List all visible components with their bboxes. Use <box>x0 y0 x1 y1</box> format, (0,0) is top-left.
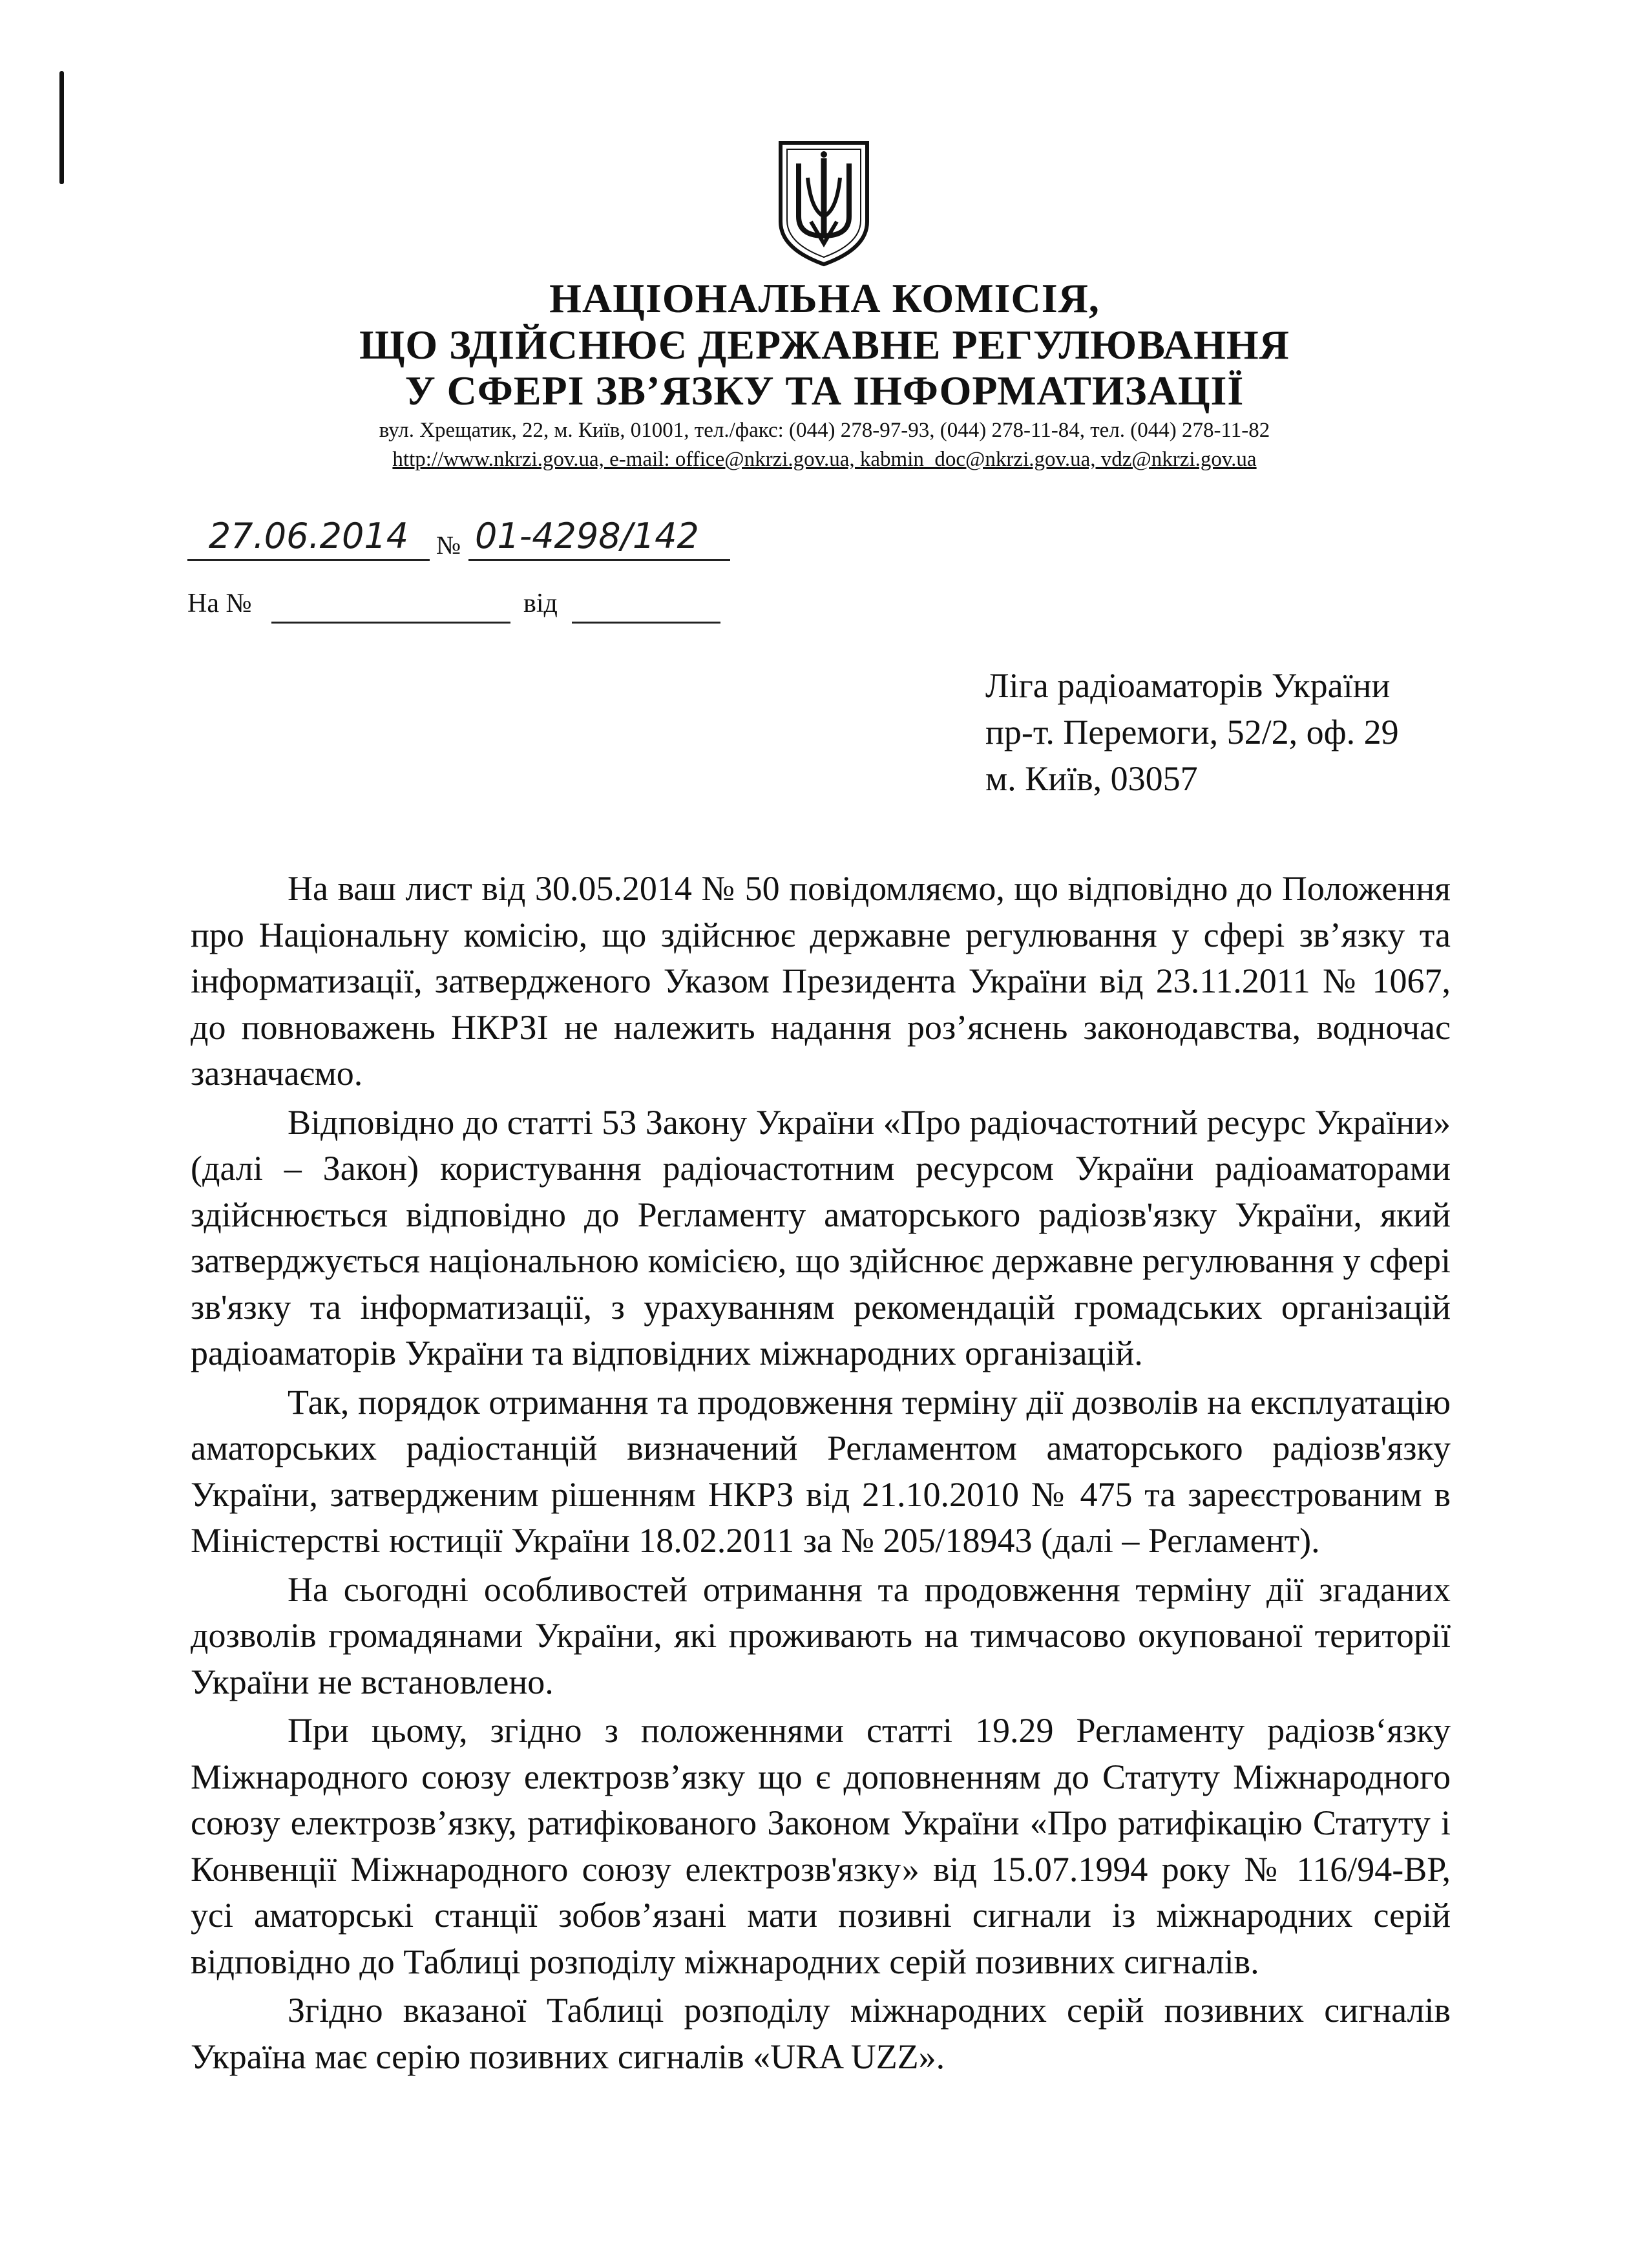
margin-mark <box>59 71 64 184</box>
recipient-name: Ліга радіоаматорів України <box>985 666 1391 705</box>
org-title-line2: ЩО ЗДІЙСНЮЄ ДЕРЖАВНЕ РЕГУЛЮВАННЯ <box>359 322 1290 368</box>
outgoing-date: 27.06.2014 <box>187 514 430 561</box>
outgoing-number: 01-4298/142 <box>468 514 730 561</box>
tryzub-icon <box>775 139 872 268</box>
recipient-city: м. Київ, 03057 <box>985 759 1198 798</box>
reply-from-label: від <box>523 589 558 618</box>
body-paragraph: При цьому, згідно з положеннями статті 19.29 Регламенту радіозв‘язку Міжнародного союзу електрозв’язку що є доповненням до Статуту Міжнародного союзу електрозв’язку, ратифікованого Законом України «Про ратифікацію Статуту і Конвенції Міжнародного союзу електрозв'язку» від 15.07.1994 року № 116/94-ВР, усі аматорські станції зобов’язані мати позивні сигнали із міжнародних серій відповідно до Таблиці розподілу міжнародних серій позивних сигналів. <box>191 1711 1451 1981</box>
number-label: № <box>436 530 461 560</box>
org-address: вул. Хрещатик, 22, м. Київ, 01001, тел./факс: (044) 278-97-93, (044) 278-11-84, тел. (044) 278-11-82 <box>379 419 1270 442</box>
letter-body <box>191 866 1451 2083</box>
body-paragraph: Відповідно до статті 53 Закону України «Про радіочастотний ресурс України» (далі – Закон) користування радіочастотним ресурсом України радіоаматорами здійснюється відповідно до Регламенту аматорського радіозв'язку України, який затверджується національною комісією, що здійснює державне регулювання у сфері зв'язку та інформатизації, з урахуванням рекомендацій громадських організацій радіоаматорів України та відповідних міжнародних організацій. <box>191 1102 1451 1372</box>
recipient-block <box>985 662 1399 802</box>
recipient-street: пр-т. Перемоги, 52/2, оф. 29 <box>985 713 1399 751</box>
reply-ref-label: На № <box>187 589 252 618</box>
reply-date-blank <box>572 622 720 624</box>
org-title-line1: НАЦІОНАЛЬНА КОМІСІЯ, <box>549 275 1100 321</box>
body-paragraph: Згідно вказаної Таблиці розподілу міжнародних серій позивних сигналів Україна має серію позивних сигналів «URA UZZ». <box>191 1991 1451 2076</box>
body-paragraph: На сьогодні особливостей отримання та продовження терміну дії згаданих дозволів громадянами України, які проживають на тимчасово окупованої території України не встановлено. <box>191 1570 1451 1701</box>
reply-ref-blank <box>271 622 510 624</box>
body-paragraph: Так, порядок отримання та продовження терміну дії дозволів на експлуатацію аматорських радіостанцій визначений Регламентом аматорського радіозв'язку України, затвердженим рішенням НКРЗ від 21.10.2010 № 475 та зареєстрованим в Міністерстві юстиції України 18.02.2011 за № 205/18943 (далі – Регламент). <box>191 1382 1451 1560</box>
org-web-contacts[interactable]: http://www.nkrzi.gov.ua, e-mail: office@nkrzi.gov.ua, kabmin_doc@nkrzi.gov.ua, vdz@nkrzi.gov.ua <box>392 448 1257 471</box>
org-title-line3: У СФЕРІ ЗВ’ЯЗКУ ТА ІНФОРМАТИЗАЦІЇ <box>404 368 1245 414</box>
body-paragraph: На ваш лист від 30.05.2014 № 50 повідомляємо, що відповідно до Положення про Національну комісію, що здійснює державне регулювання у сфері зв’язку та інформатизації, затвердженого Указом Президента України від 23.11.2011 № 1067, до повноважень НКРЗІ не належить надання роз’яснень законодавства, водночас зазначаємо. <box>191 869 1451 1093</box>
